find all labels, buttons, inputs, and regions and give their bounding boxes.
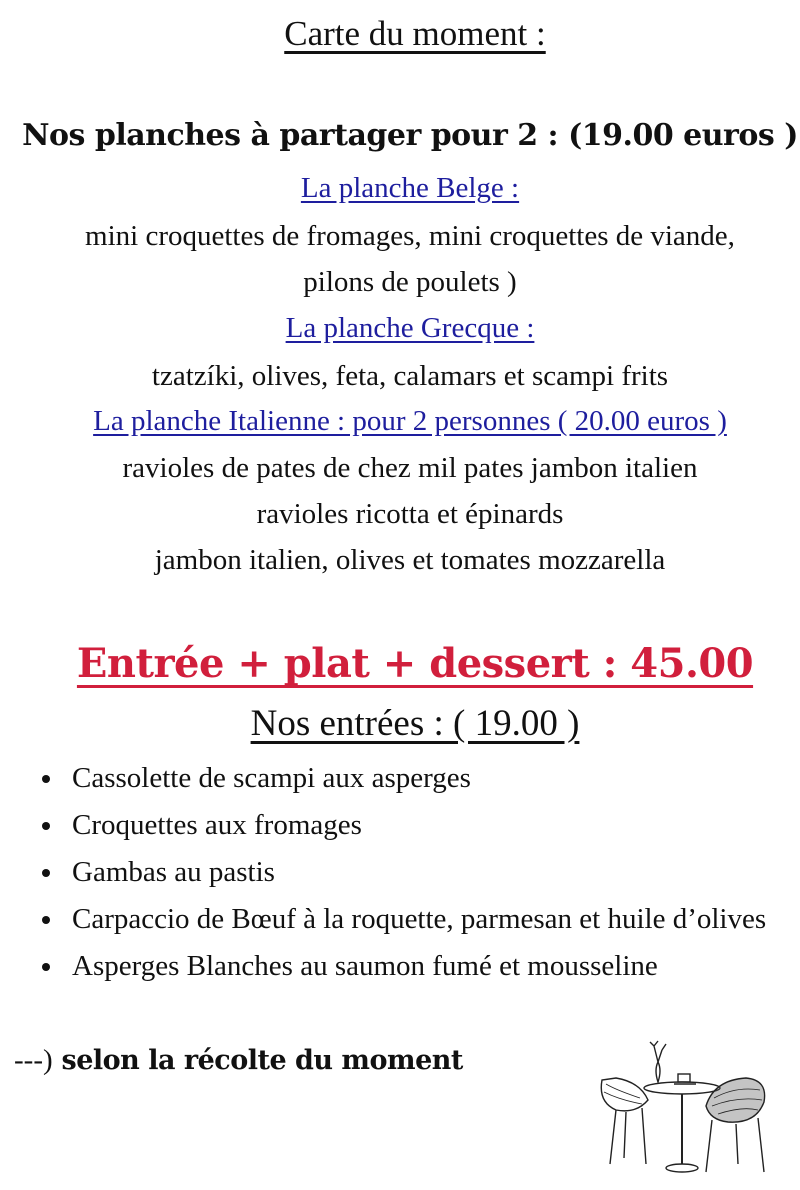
list-item: Gambas au pastis xyxy=(42,854,782,890)
page-title: Carte du moment : xyxy=(284,14,546,53)
bistro-table-chairs-icon xyxy=(596,1040,776,1180)
planche-italienne-line: jambon italien, olives et tomates mozzarella xyxy=(154,544,666,576)
list-item: Asperges Blanches au saumon fumé et mousseline xyxy=(42,948,782,984)
planche-belge-title: La planche Belge : xyxy=(300,172,520,204)
footer-prefix: ---) xyxy=(14,1044,53,1076)
planche-italienne-line: ravioles de pates de chez mil pates jambon italien xyxy=(122,452,698,484)
list-item: Croquettes aux fromages xyxy=(42,807,782,843)
list-item: Carpaccio de Bœuf à la roquette, parmesan et huile d’olives xyxy=(42,901,782,937)
planche-grecque-title: La planche Grecque : xyxy=(285,312,535,344)
footer-text: selon la récolte du moment xyxy=(52,1045,463,1076)
formule-heading: Entrée + plat + dessert : 45.00 xyxy=(76,640,754,687)
planche-italienne-line: ravioles ricotta et épinards xyxy=(256,498,564,530)
list-item: Cassolette de scampi aux asperges xyxy=(42,760,782,796)
entrees-list xyxy=(42,760,782,995)
planches-heading: Nos planches à partager pour 2 : (19.00 euros ) xyxy=(22,118,798,153)
planche-belge-line: mini croquettes de fromages, mini croquettes de viande, xyxy=(85,220,735,252)
planche-italienne-title: La planche Italienne : pour 2 personnes ( 20.00 euros ) xyxy=(93,405,727,437)
entrees-heading: Nos entrées : ( 19.00 ) xyxy=(250,703,580,744)
planche-belge-line: pilons de poulets ) xyxy=(303,266,517,298)
planche-grecque-line: tzatzíki, olives, feta, calamars et scampi frits xyxy=(151,360,669,392)
footer-note xyxy=(14,1044,463,1077)
